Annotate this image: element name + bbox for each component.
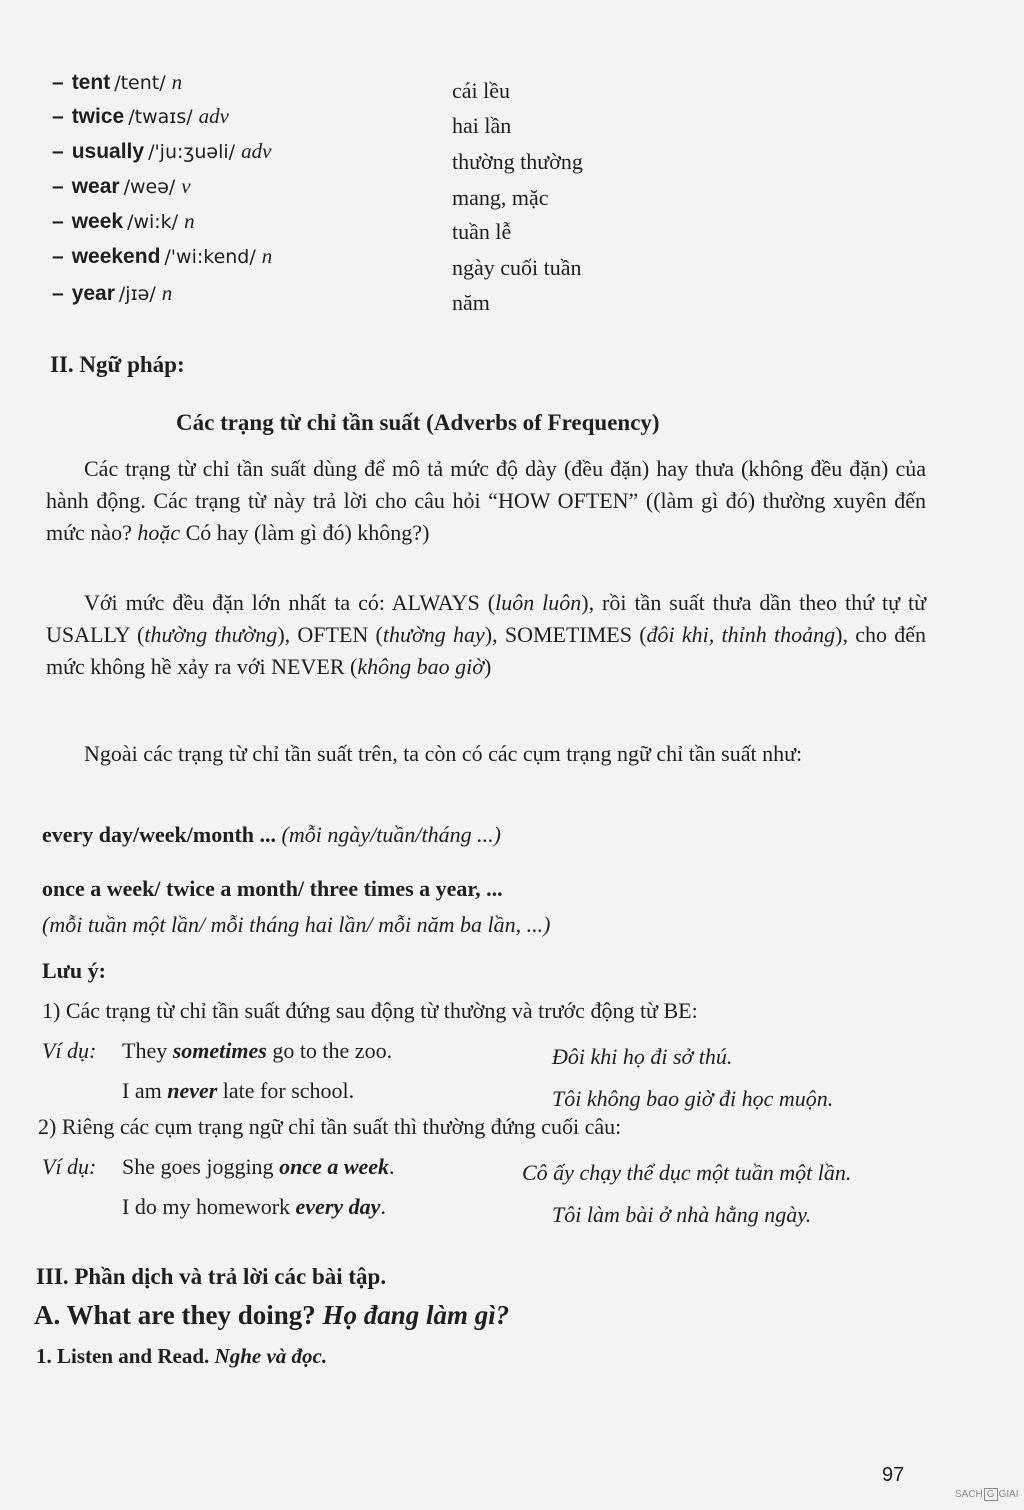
vocab-meaning: năm (452, 290, 490, 315)
example-2 (122, 1078, 354, 1104)
paragraph-text: hoặc (137, 520, 181, 545)
example-1-translation: Đôi khi họ đi sở thú. (552, 1044, 733, 1069)
vocab-item (52, 281, 172, 315)
paragraph-1 (46, 453, 926, 549)
section-title-grammar: II. Ngữ pháp: (50, 352, 185, 377)
example-3-translation: Cô ấy chạy thể dục một tuần một lần. (522, 1160, 852, 1185)
vocab-ipa: /weə/ (123, 176, 176, 198)
exercise-1-vi: Nghe và đọc. (214, 1344, 328, 1368)
vocab-meaning: thường thường (452, 149, 583, 174)
dash: – (52, 245, 64, 268)
vocab-meaning: ngày cuối tuần (452, 255, 582, 280)
paragraph-text: Các trạng từ chỉ tần suất dùng để mô tả mức độ dày (đều đặn) hay thưa (không đều đặn) của hành động. Các trạng từ này trả lời cho câu hỏi “HOW OFTEN” ((làm gì đó) thường xuyên đến mức nào? (46, 456, 926, 545)
vocab-word: weekend (71, 245, 161, 268)
dash: – (52, 71, 64, 94)
vocab-meaning: tuần lễ (452, 219, 512, 244)
grammar-subtitle: Các trạng từ chỉ tần suất (Adverbs of Frequency) (176, 410, 660, 435)
example-text: late for school. (222, 1078, 355, 1103)
note-1: 1) Các trạng từ chỉ tần suất đứng sau động từ thường và trước động từ BE: (42, 998, 698, 1023)
phrase-translation: (mỗi ngày/tuần/tháng ...) (281, 822, 501, 847)
vocab-word: tent (71, 71, 111, 94)
vocab-pos: adv (198, 104, 229, 128)
dash: – (52, 175, 64, 198)
example-label: Ví dụ: (42, 1038, 97, 1063)
exercise-1-en: 1. Listen and Read. (36, 1344, 210, 1368)
page-number: 97 (882, 1464, 905, 1486)
vocab-pos: n (171, 70, 183, 94)
vocab-word: usually (71, 140, 145, 163)
dash: – (52, 210, 64, 233)
example-keyword: once a week (279, 1154, 390, 1179)
example-text: They (122, 1038, 168, 1063)
paragraph-text: thường hay (382, 622, 485, 647)
paragraph-3 (46, 738, 926, 770)
example-keyword: never (167, 1078, 218, 1103)
example-4 (122, 1194, 386, 1220)
paragraph-text: ), OFTEN ( (277, 622, 383, 647)
vocab-ipa: /twaɪs/ (128, 106, 193, 128)
vocab-word: wear (71, 175, 120, 198)
vocab-item (52, 209, 195, 243)
phrase-line-2 (42, 876, 503, 902)
dash: – (52, 105, 64, 128)
vocab-ipa: /'wi:kend/ (164, 246, 256, 268)
paragraph-text: Ngoài các trạng từ chỉ tần suất trên, ta còn có các cụm trạng ngữ chỉ tần suất như: (84, 741, 803, 766)
example-4-translation: Tôi làm bài ở nhà hằng ngày. (552, 1202, 812, 1227)
dash: – (52, 282, 64, 305)
vocab-item (52, 70, 182, 104)
example-text: I do my homework (122, 1194, 291, 1219)
phrase-line-2-translation: (mỗi tuần một lần/ mỗi tháng hai lần/ mỗi năm ba lần, ...) (42, 912, 551, 937)
dash: – (52, 140, 64, 163)
paragraph-text: không bao giờ (357, 654, 484, 679)
paragraph-text: đôi khi, thỉnh thoảng (646, 622, 836, 647)
paragraph-text: ), SOMETIMES ( (484, 622, 647, 647)
example-keyword: every day (295, 1194, 381, 1219)
vocab-item (52, 244, 272, 278)
watermark (955, 1488, 1019, 1501)
example-text: . (389, 1154, 395, 1179)
paragraph-text: ), rồi tần suất thưa dần theo thứ tự từ USALLY ( (46, 590, 926, 647)
watermark-text: GIAI (998, 1489, 1019, 1500)
vocab-meaning: cái lều (452, 78, 511, 103)
vocab-ipa: /tent/ (114, 72, 166, 94)
phrase-bold: once a week/ twice a month/ three times a year, ... (42, 876, 503, 901)
watermark-text: SACH (955, 1489, 983, 1500)
vocab-pos: v (181, 174, 191, 198)
paragraph-text: Với mức đều đặn lớn nhất ta có: ALWAYS ( (84, 590, 496, 615)
example-text: . (380, 1194, 386, 1219)
section-a-en: A. What are they doing? (34, 1300, 316, 1330)
section-title-translation: III. Phần dịch và trả lời các bài tập. (36, 1264, 387, 1289)
vocab-item (52, 104, 229, 138)
vocab-meaning: mang, mặc (452, 185, 549, 210)
vocab-word: year (71, 282, 115, 305)
section-a-vi: Họ đang làm gì? (322, 1300, 510, 1330)
note-2: 2) Riêng các cụm trạng ngữ chỉ tần suất thì thường đứng cuối câu: (38, 1114, 622, 1139)
vocab-ipa: /'ju:ʒuəli/ (148, 141, 236, 163)
paragraph-text: luôn luôn (495, 590, 582, 615)
example-keyword: sometimes (172, 1038, 267, 1063)
paragraph-text: ) (483, 654, 492, 679)
example-3 (122, 1154, 395, 1180)
exercise-1-title (36, 1344, 327, 1369)
vocab-item (52, 174, 191, 208)
example-text: I am (122, 1078, 162, 1103)
paragraph-2 (46, 587, 926, 683)
vocab-ipa: /jɪə/ (118, 283, 156, 305)
example-text: She goes jogging (122, 1154, 274, 1179)
note-title: Lưu ý: (42, 958, 106, 983)
vocab-word: twice (71, 105, 125, 128)
example-2-translation: Tôi không bao giờ đi học muộn. (552, 1086, 834, 1111)
watermark-box: G (984, 1488, 998, 1501)
vocab-pos: n (161, 281, 173, 305)
paragraph-text: Có hay (làm gì đó) không?) (185, 520, 430, 545)
vocab-pos: adv (241, 139, 272, 163)
vocab-item (52, 139, 271, 173)
vocab-word: week (71, 210, 124, 233)
vocab-pos: n (261, 244, 273, 268)
vocab-ipa: /wi:k/ (127, 211, 179, 233)
section-a-title (34, 1300, 509, 1331)
phrase-bold: every day/week/month ... (42, 822, 277, 847)
paragraph-text: thường thường (144, 622, 278, 647)
vocab-meaning: hai lần (452, 113, 512, 138)
phrase-line-1 (42, 822, 501, 848)
vocab-pos: n (184, 209, 195, 233)
example-text: go to the zoo. (272, 1038, 393, 1063)
example-1 (122, 1038, 392, 1064)
example-label: Ví dụ: (42, 1154, 97, 1179)
paragraph-text: ), cho đến mức không hề xảy ra với NEVER ( (46, 622, 927, 679)
